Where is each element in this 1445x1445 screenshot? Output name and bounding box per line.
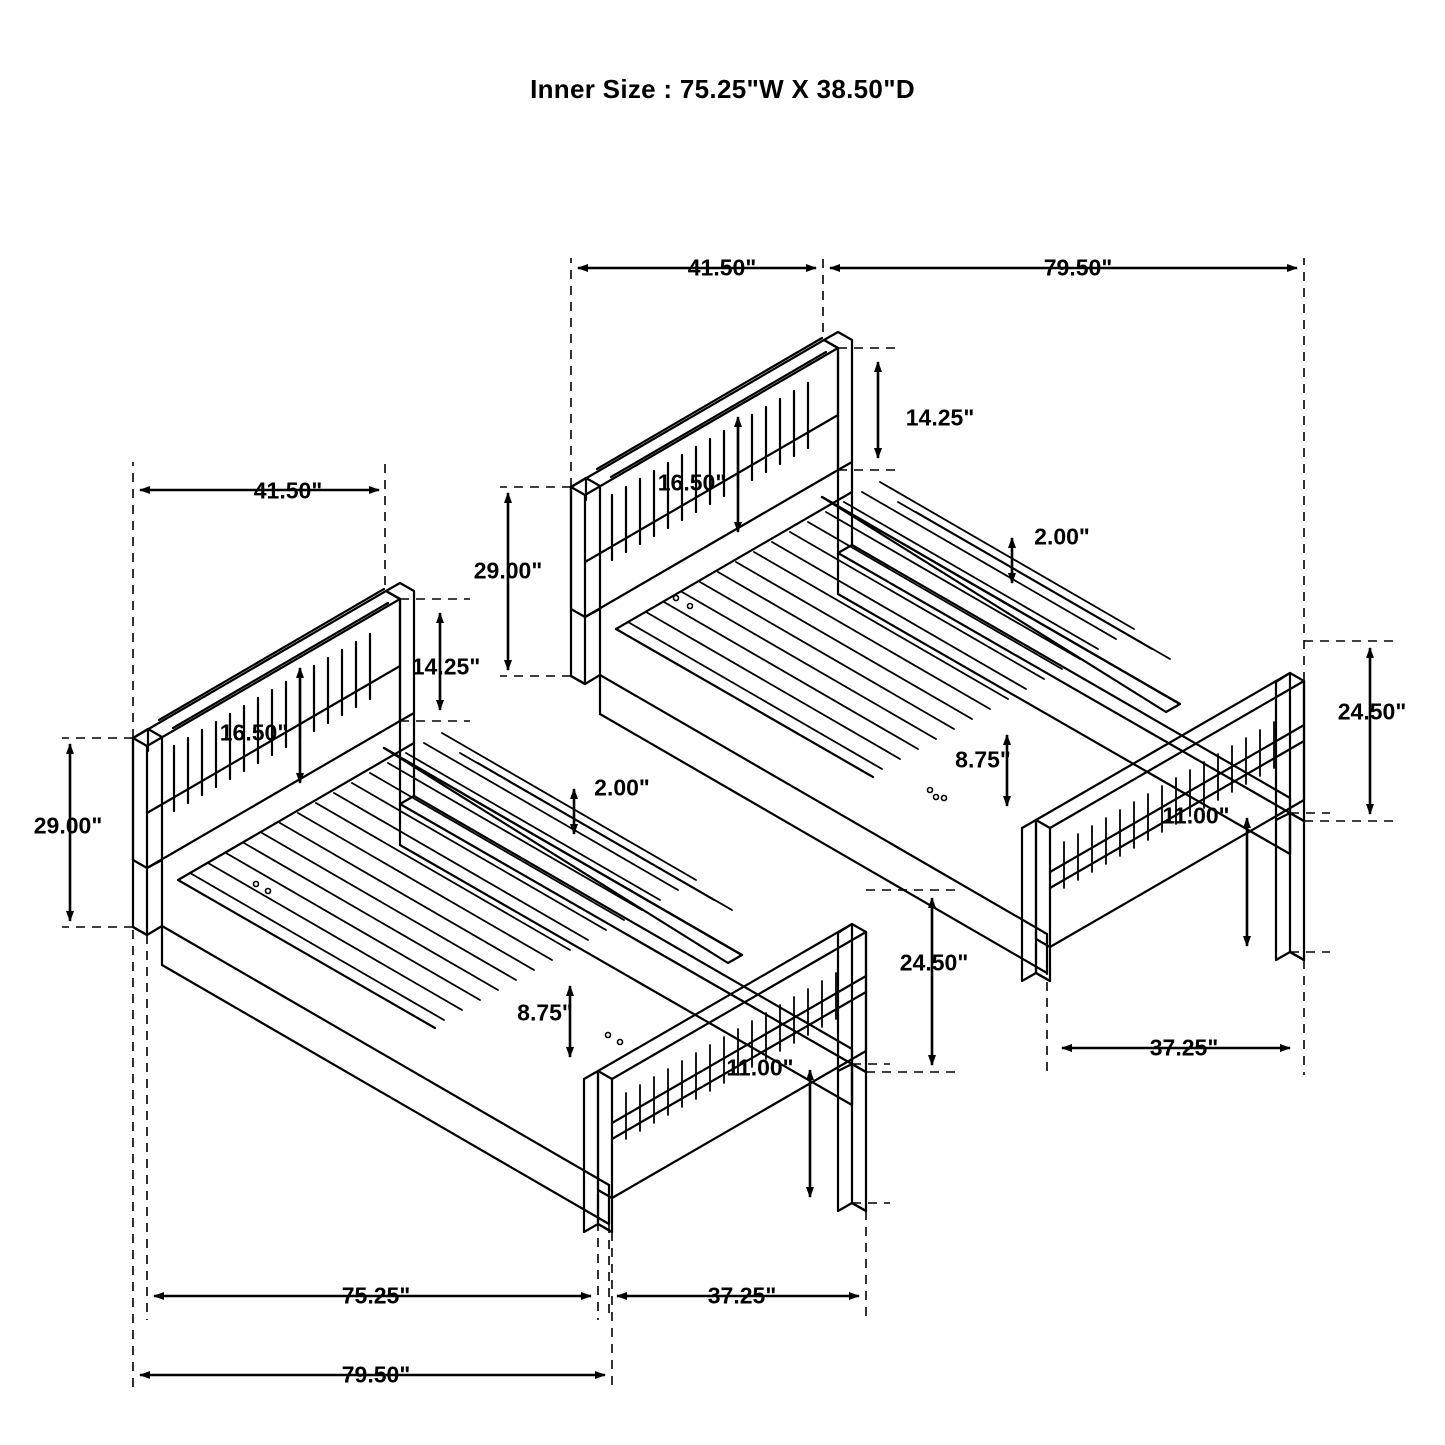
dim-label-u-overall-height: 29.00" — [473, 557, 543, 584]
dim-label-l-inner-length: 75.25" — [341, 1282, 411, 1309]
dim-label-u-headboard-top-to-rail: 14.25" — [905, 404, 975, 431]
page-title: Inner Size : 75.25"W X 38.50"D — [530, 74, 915, 104]
dim-label-u-rail-to-floor: 8.75" — [955, 746, 1011, 773]
dim-label-u-depth: 37.25" — [1149, 1034, 1219, 1061]
dim-label-l-headboard-top-to-rail: 14.25" — [411, 653, 481, 680]
dim-label-u-overall-length: 79.50" — [1043, 254, 1113, 281]
dim-label-u-headboard-width: 41.50" — [687, 254, 757, 281]
dim-label-u-leg-height: 11.00" — [1162, 802, 1230, 829]
dim-label-l-footboard-height: 24.50" — [899, 949, 969, 976]
dim-label-l-slat-thickness: 2.00" — [594, 774, 650, 801]
dim-label-u-slat-thickness: 2.00" — [1034, 523, 1090, 550]
dim-label-u-headboard-panel-height: 16.50" — [657, 469, 727, 496]
dim-label-l-leg-height: 11.00" — [726, 1054, 794, 1081]
dim-label-l-headboard-panel-height: 16.50" — [219, 719, 289, 746]
dim-label-l-rail-to-floor: 8.75" — [517, 999, 573, 1026]
dim-label-l-overall-height: 29.00" — [33, 812, 103, 839]
dim-label-l-depth: 37.25" — [707, 1282, 777, 1309]
dim-label-u-footboard-height: 24.50" — [1337, 698, 1407, 725]
dim-label-l-overall-length: 79.50" — [341, 1361, 411, 1388]
dim-label-l-headboard-width: 41.50" — [253, 477, 323, 504]
